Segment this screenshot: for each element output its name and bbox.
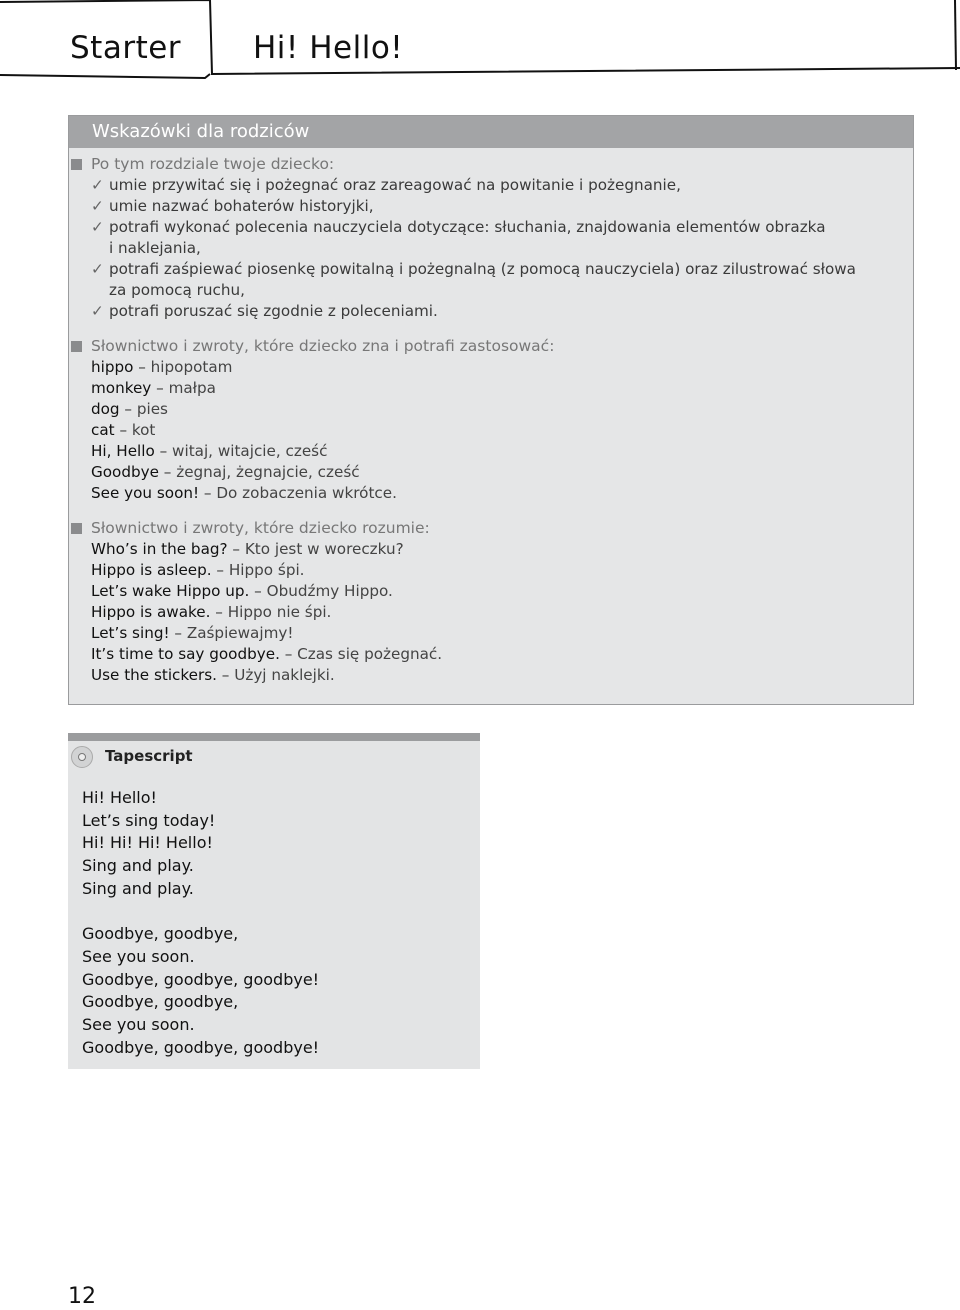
vocab-english: hippo (91, 358, 134, 376)
passive-vocab-list (91, 539, 913, 686)
lyrics-line: Sing and play. (82, 856, 194, 876)
skills-title: Po tym rozdziale twoje dziecko: (91, 155, 335, 173)
page-number: 12 (68, 1284, 96, 1309)
lyrics-line: Sing and play. (82, 878, 194, 898)
vocab-item: hippo – hipopotam (91, 358, 233, 376)
lyrics-line: Goodbye, goodbye, goodbye! (82, 969, 320, 989)
vocab-polish: Użyj naklejki. (234, 666, 335, 684)
skills-list (91, 175, 913, 322)
lyrics-line: Goodbye, goodbye, (82, 992, 239, 1012)
vocab-item: dog – pies (91, 400, 168, 418)
vocab-english: Hi, Hello (91, 442, 155, 460)
skill-line: i naklejania, (109, 239, 201, 257)
vocab-item: Hi, Hello – witaj, witajcie, cześć (91, 442, 328, 460)
skill-item (91, 196, 913, 217)
vocab-item: Let’s wake Hippo up. – Obudźmy Hippo. (91, 582, 393, 600)
vocab-polish: kot (131, 421, 156, 439)
square-bullet-icon (71, 523, 82, 534)
square-bullet-icon (71, 341, 82, 352)
vocab-item: Use the stickers. – Użyj naklejki. (91, 666, 335, 684)
vocab-item: Who’s in the bag? – Kto jest w woreczku? (91, 540, 404, 558)
tapescript-box (68, 733, 480, 1069)
lyrics-stanza (82, 923, 319, 1059)
active-vocab-list (91, 357, 913, 504)
vocab-english: Let’s sing! (91, 624, 170, 642)
skill-line: potrafi zaśpiewać piosenkę powitalną i pożegnalną (z pomocą nauczyciela) oraz zilustrować słowa (109, 260, 856, 278)
vocab-polish: Do zobaczenia wkrótce. (216, 484, 397, 502)
vocab-polish: hipopotam (150, 358, 233, 376)
lyrics-line: Goodbye, goodbye, (82, 924, 239, 944)
check-icon: ✓ (91, 218, 104, 236)
vocab-english: It’s time to say goodbye. (91, 645, 280, 663)
skill-line: potrafi wykonać polecenia nauczyciela dotyczące: słuchania, znajdowania elementów obrazka (109, 218, 826, 236)
vocab-item: Hippo is asleep. – Hippo śpi. (91, 561, 305, 579)
parent-guide-heading: Wskazówki dla rodziców (69, 116, 913, 148)
skill-line: umie nazwać bohaterów historyjki, (109, 197, 374, 215)
vocab-english: cat (91, 421, 115, 439)
active-vocab-section (69, 336, 913, 504)
vocab-polish: pies (136, 400, 168, 418)
vocab-polish: Obudźmy Hippo. (266, 582, 393, 600)
lyrics-line: Goodbye, goodbye, goodbye! (82, 1037, 320, 1057)
square-bullet-icon (71, 159, 82, 170)
cd-icon (71, 746, 93, 768)
vocab-polish: Kto jest w woreczku? (244, 540, 404, 558)
vocab-polish: małpa (168, 379, 216, 397)
vocab-english: Let’s wake Hippo up. (91, 582, 250, 600)
skill-item (91, 259, 913, 301)
lyrics-line: See you soon. (82, 1015, 195, 1035)
vocab-polish: witaj, witajcie, cześć (172, 442, 328, 460)
vocab-polish: Czas się pożegnać. (297, 645, 443, 663)
vocab-english: dog (91, 400, 120, 418)
vocab-english: Hippo is asleep. (91, 561, 212, 579)
vocab-item: It’s time to say goodbye. – Czas się pożegnać. (91, 645, 443, 663)
vocab-english: Hippo is awake. (91, 603, 211, 621)
vocab-item: See you soon! – Do zobaczenia wkrótce. (91, 484, 397, 502)
tapescript-title: Tapescript (105, 747, 193, 765)
vocab-english: Goodbye (91, 463, 159, 481)
vocab-item: Hippo is awake. – Hippo nie śpi. (91, 603, 332, 621)
skill-line: za pomocą ruchu, (109, 281, 245, 299)
skill-line: umie przywitać się i pożegnać oraz zareagować na powitanie i pożegnanie, (109, 176, 681, 194)
page-title: Hi! Hello! (253, 30, 404, 66)
lyrics-line: See you soon. (82, 946, 195, 966)
vocab-item: monkey – małpa (91, 379, 216, 397)
lyrics-line: Let’s sing today! (82, 810, 216, 830)
lyrics-stanza (82, 787, 319, 901)
passive-vocab-section (69, 518, 913, 686)
page-header (0, 0, 960, 80)
check-icon: ✓ (91, 197, 104, 215)
vocab-item: cat – kot (91, 421, 156, 439)
skills-section (69, 154, 913, 322)
lyrics-line: Hi! Hi! Hi! Hello! (82, 833, 213, 853)
check-icon: ✓ (91, 302, 104, 320)
lyrics-line: Hi! Hello! (82, 788, 157, 807)
check-icon: ✓ (91, 176, 104, 194)
skill-line: potrafi poruszać się zgodnie z poleceniami. (109, 302, 438, 320)
vocab-english: See you soon! (91, 484, 200, 502)
vocab-polish: Zaśpiewajmy! (186, 624, 294, 642)
passive-vocab-title: Słownictwo i zwroty, które dziecko rozumie: (91, 519, 430, 537)
vocab-polish: Hippo nie śpi. (227, 603, 332, 621)
skill-item (91, 175, 913, 196)
skill-item (91, 301, 913, 322)
song-lyrics (82, 787, 319, 1059)
parent-guide-box (68, 115, 914, 705)
vocab-polish: żegnaj, żegnajcie, cześć (176, 463, 360, 481)
vocab-item: Let’s sing! – Zaśpiewajmy! (91, 624, 294, 642)
vocab-item: Goodbye – żegnaj, żegnajcie, cześć (91, 463, 360, 481)
check-icon: ✓ (91, 260, 104, 278)
active-vocab-title: Słownictwo i zwroty, które dziecko zna i potrafi zastosować: (91, 337, 555, 355)
vocab-english: monkey (91, 379, 152, 397)
vocab-english: Use the stickers. (91, 666, 217, 684)
chapter-label: Starter (70, 30, 182, 66)
vocab-polish: Hippo śpi. (228, 561, 305, 579)
vocab-english: Who’s in the bag? (91, 540, 228, 558)
skill-item (91, 217, 913, 259)
